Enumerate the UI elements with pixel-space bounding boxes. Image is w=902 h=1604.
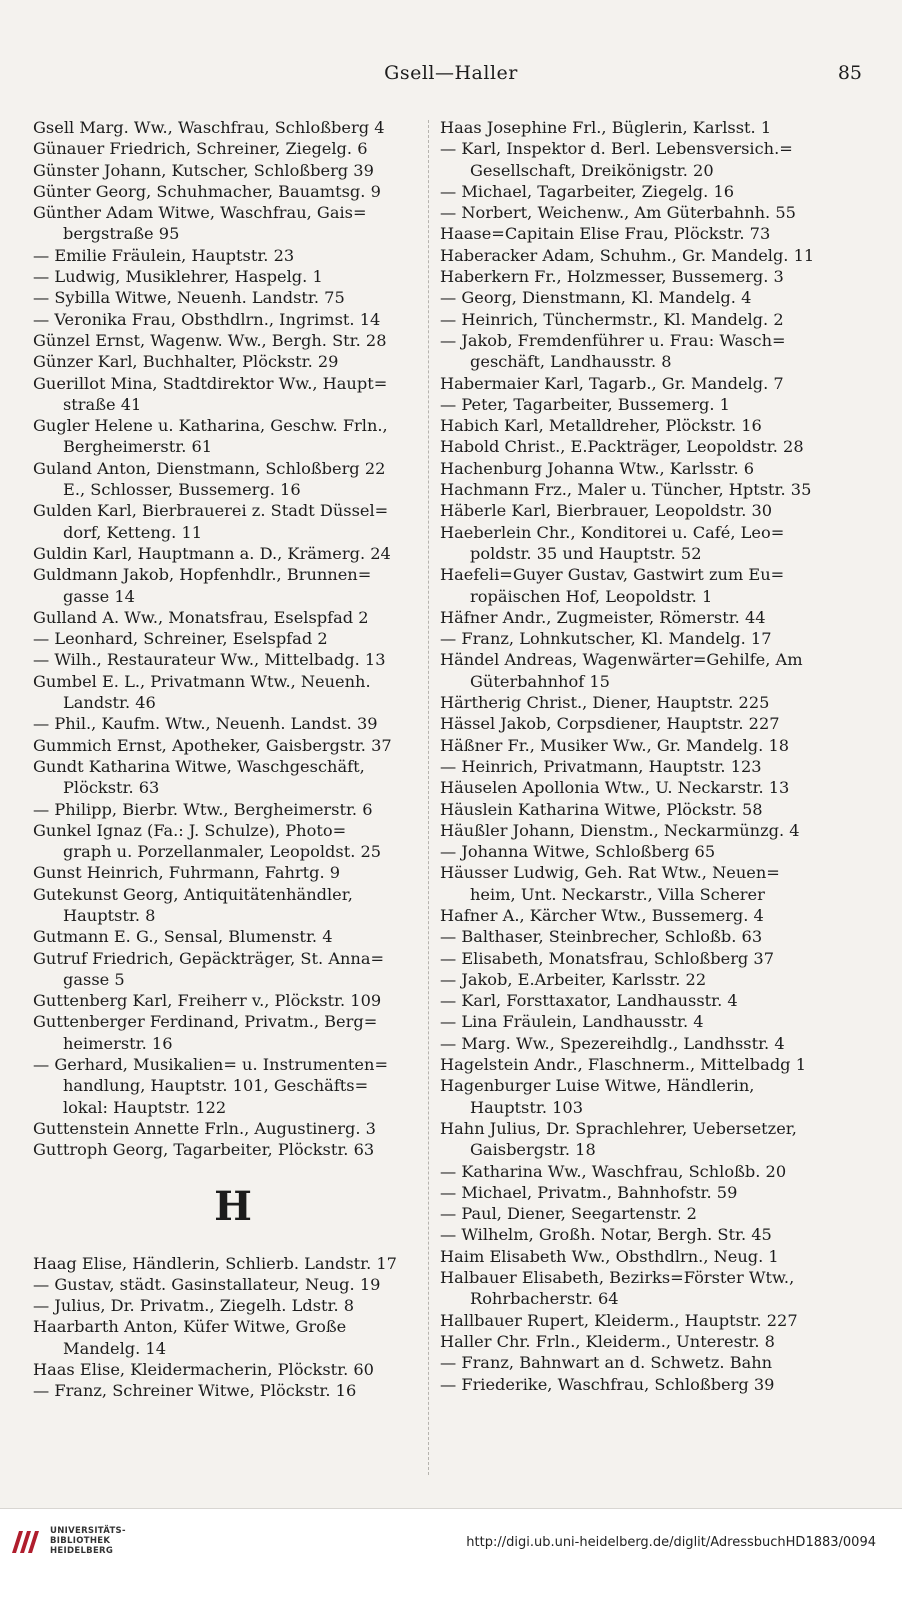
- directory-entry-line: — Norbert, Weichenw., Am Güterbahnh. 55: [440, 203, 796, 223]
- directory-entry-line: Gaisbergstr. 18: [470, 1140, 596, 1160]
- directory-entry-line: — Katharina Ww., Waschfrau, Schloßb. 20: [440, 1161, 787, 1181]
- directory-entry-line: E., Schlosser, Bussemerg. 16: [63, 480, 301, 500]
- directory-entry-line: — Johanna Witwe, Schloßberg 65: [440, 842, 716, 862]
- directory-entry-line: — Franz, Bahnwart an d. Schwetz. Bahn: [440, 1353, 773, 1373]
- directory-entry-line: Hallbauer Rupert, Kleiderm., Hauptstr. 227: [440, 1310, 798, 1330]
- directory-entry-line: Gulden Karl, Bierbrauerei z. Stadt Düssel=: [33, 501, 389, 521]
- page-number: 85: [837, 62, 862, 84]
- directory-entry-line: Günster Johann, Kutscher, Schloßberg 39: [33, 160, 374, 180]
- institution-line-3: HEIDELBERG: [50, 1546, 114, 1556]
- directory-entry-line: Habermaier Karl, Tagarb., Gr. Mandelg. 7: [440, 373, 784, 393]
- directory-entry-line: Gesellschaft, Dreikönigstr. 20: [470, 160, 714, 180]
- directory-entry-line: Gugler Helene u. Katharina, Geschw. Frln.,: [33, 416, 388, 436]
- directory-entry-line: — Franz, Schreiner Witwe, Plöckstr. 16: [33, 1381, 357, 1401]
- ub-heidelberg-logo-icon: [10, 1527, 40, 1557]
- directory-entry-line: Gunkel Ignaz (Fa.: J. Schulze), Photo=: [33, 820, 347, 840]
- directory-entry-line: Halbauer Elisabeth, Bezirks=Förster Wtw.,: [440, 1268, 795, 1288]
- directory-entry-line: Rohrbacherstr. 64: [470, 1289, 619, 1309]
- directory-entry-line: gasse 14: [63, 586, 135, 606]
- right-column: [440, 117, 852, 1395]
- directory-entry-line: Guttenstein Annette Frln., Augustinerg. 3: [33, 1118, 376, 1138]
- directory-entry-line: Habold Christ., E.Packträger, Leopoldstr. 28: [440, 437, 804, 457]
- directory-entry-line: — Emilie Fräulein, Hauptstr. 23: [33, 245, 295, 265]
- directory-entry-line: heim, Unt. Neckarstr., Villa Scherer: [470, 884, 765, 904]
- directory-entry-line: Gundt Katharina Witwe, Waschgeschäft,: [33, 756, 365, 776]
- directory-entry-line: Häberle Karl, Bierbrauer, Leopoldstr. 30: [440, 501, 773, 521]
- directory-entry-line: Guldin Karl, Hauptmann a. D., Krämerg. 24: [33, 543, 391, 563]
- directory-entry-line: Häuselen Apollonia Wtw., U. Neckarstr. 13: [440, 778, 790, 798]
- directory-entry-line: — Sybilla Witwe, Neuenh. Landstr. 75: [33, 288, 345, 308]
- directory-entry-line: — Paul, Diener, Seegartenstr. 2: [440, 1204, 697, 1224]
- directory-entry-line: Gumbel E. L., Privatmann Wtw., Neuenh.: [33, 671, 371, 691]
- directory-entry-line: Günzer Karl, Buchhalter, Plöckstr. 29: [33, 352, 339, 372]
- directory-entry-line: — Veronika Frau, Obsthdlrn., Ingrimst. 14: [33, 309, 381, 329]
- directory-entry-line: Haberkern Fr., Holzmesser, Bussemerg. 3: [440, 267, 784, 287]
- directory-entry-line: — Gustav, städt. Gasinstallateur, Neug. 19: [33, 1274, 381, 1294]
- directory-entry-line: Hagelstein Andr., Flaschnerm., Mittelbadg 1: [440, 1055, 806, 1075]
- directory-entry-line: Guttroph Georg, Tagarbeiter, Plöckstr. 63: [33, 1140, 375, 1160]
- page-header-title: Gsell—Haller: [384, 62, 518, 84]
- directory-entry-line: Hachenburg Johanna Wtw., Karlsstr. 6: [440, 458, 755, 478]
- directory-entry-line: Haas Elise, Kleidermacherin, Plöckstr. 60: [33, 1360, 374, 1380]
- directory-entry-line: Günzel Ernst, Wagenw. Ww., Bergh. Str. 28: [33, 330, 387, 350]
- directory-entry-line: Häuslein Katharina Witwe, Plöckstr. 58: [440, 799, 763, 819]
- directory-entry-line: Hauptstr. 8: [63, 905, 156, 925]
- directory-entry-line: — Ludwig, Musiklehrer, Haspelg. 1: [33, 267, 323, 287]
- directory-entry-line: — Friederike, Waschfrau, Schloßberg 39: [440, 1374, 775, 1394]
- directory-entry-line: Habich Karl, Metalldreher, Plöckstr. 16: [440, 416, 762, 436]
- directory-entry-line: Hafner A., Kärcher Wtw., Bussemerg. 4: [440, 905, 764, 925]
- directory-entry-line: — Balthaser, Steinbrecher, Schloßb. 63: [440, 927, 763, 947]
- directory-entry-line: — Karl, Inspektor d. Berl. Lebensversich.=: [440, 139, 793, 159]
- directory-entry-line: Gutmann E. G., Sensal, Blumenstr. 4: [33, 927, 333, 947]
- directory-entry-line: — Jakob, Fremdenführer u. Frau: Wasch=: [440, 330, 786, 350]
- directory-entry-line: Gutruf Friedrich, Gepäckträger, St. Anna=: [33, 948, 385, 968]
- directory-entry-line: — Karl, Forsttaxator, Landhausstr. 4: [440, 991, 738, 1011]
- directory-entry-line: Günauer Friedrich, Schreiner, Ziegelg. 6: [33, 139, 368, 159]
- directory-entry-line: graph u. Porzellanmaler, Leopoldst. 25: [63, 842, 382, 862]
- directory-entry-line: Guttenberg Karl, Freiherr v., Plöckstr. 109: [33, 991, 382, 1011]
- directory-entry-line: Gummich Ernst, Apotheker, Gaisbergstr. 37: [33, 735, 392, 755]
- directory-entry-line: — Marg. Ww., Spezereihdlg., Landhsstr. 4: [440, 1033, 785, 1053]
- directory-entry-line: Hässel Jakob, Corpsdiener, Hauptstr. 227: [440, 714, 780, 734]
- directory-entry-line: Günther Adam Witwe, Waschfrau, Gais=: [33, 203, 367, 223]
- directory-entry-line: straße 41: [63, 394, 142, 414]
- directory-entry-line: Haller Chr. Frln., Kleiderm., Unterestr. 8: [440, 1331, 775, 1351]
- directory-entry-line: Mandelg. 14: [63, 1338, 167, 1358]
- directory-entry-line: — Phil., Kaufm. Wtw., Neuenh. Landst. 39: [33, 714, 378, 734]
- directory-entry-line: — Heinrich, Privatmann, Hauptstr. 123: [440, 756, 762, 776]
- directory-entry-line: ropäischen Hof, Leopoldstr. 1: [470, 586, 713, 606]
- directory-entry-line: heimerstr. 16: [63, 1033, 173, 1053]
- directory-entry-line: handlung, Hauptstr. 101, Geschäfts=: [63, 1076, 369, 1096]
- institution-line-2: BIBLIOTHEK: [50, 1536, 111, 1546]
- directory-entry-line: Häßner Fr., Musiker Ww., Gr. Mandelg. 18: [440, 735, 790, 755]
- directory-entry-line: Gulland A. Ww., Monatsfrau, Eselspfad 2: [33, 607, 369, 627]
- directory-entry-line: — Heinrich, Tünchermstr., Kl. Mandelg. 2: [440, 309, 784, 329]
- directory-entry-line: Plöckstr. 63: [63, 778, 160, 798]
- left-column: [33, 117, 433, 1402]
- directory-entry-line: Gutekunst Georg, Antiquitätenhändler,: [33, 884, 353, 904]
- directory-entry-line: — Franz, Lohnkutscher, Kl. Mandelg. 17: [440, 629, 772, 649]
- directory-entry-line: — Wilh., Restaurateur Ww., Mittelbadg. 13: [33, 650, 386, 670]
- directory-entry-line: — Leonhard, Schreiner, Eselspfad 2: [33, 629, 328, 649]
- directory-entry-line: Haefeli=Guyer Gustav, Gastwirt zum Eu=: [440, 565, 785, 585]
- directory-entry-line: Haeberlein Chr., Konditorei u. Café, Leo=: [440, 522, 785, 542]
- directory-entry-line: Hagenburger Luise Witwe, Händlerin,: [440, 1076, 755, 1096]
- directory-entry-line: Güterbahnhof 15: [470, 671, 610, 691]
- directory-entry-line: Häusser Ludwig, Geh. Rat Wtw., Neuen=: [440, 863, 780, 883]
- directory-entry-line: lokal: Hauptstr. 122: [63, 1097, 227, 1117]
- directory-entry-line: Gsell Marg. Ww., Waschfrau, Schloßberg 4: [33, 118, 385, 137]
- directory-entry-line: geschäft, Landhausstr. 8: [470, 352, 672, 372]
- directory-entry-line: — Wilhelm, Großh. Notar, Bergh. Str. 45: [440, 1225, 772, 1245]
- directory-entry-line: — Georg, Dienstmann, Kl. Mandelg. 4: [440, 288, 752, 308]
- directory-entry-line: Guldmann Jakob, Hopfenhdlr., Brunnen=: [33, 565, 372, 585]
- directory-entry-line: Gunst Heinrich, Fuhrmann, Fahrtg. 9: [33, 863, 341, 883]
- directory-entry-line: Haas Josephine Frl., Büglerin, Karlsst. 1: [440, 118, 772, 137]
- directory-entry-line: Häfner Andr., Zugmeister, Römerstr. 44: [440, 607, 766, 627]
- directory-entry-line: — Philipp, Bierbr. Wtw., Bergheimerstr. 6: [33, 799, 373, 819]
- directory-entry-line: dorf, Ketteng. 11: [63, 522, 203, 542]
- directory-entry-line: Günter Georg, Schuhmacher, Bauamtsg. 9: [33, 181, 381, 201]
- directory-entry-line: — Jakob, E.Arbeiter, Karlsstr. 22: [440, 969, 707, 989]
- directory-entry-line: Hauptstr. 103: [470, 1097, 584, 1117]
- directory-entry-line: Haarbarth Anton, Küfer Witwe, Große: [33, 1317, 347, 1337]
- directory-entry-line: — Gerhard, Musikalien= u. Instrumenten=: [33, 1055, 389, 1075]
- source-url-link[interactable]: http://digi.ub.uni-heidelberg.de/diglit/AdressbuchHD1883/0094: [466, 1535, 876, 1550]
- footer-bar: [0, 1508, 902, 1604]
- section-letter-heading: H: [214, 1182, 252, 1230]
- directory-entry-line: Bergheimerstr. 61: [63, 437, 213, 457]
- directory-entry-line: bergstraße 95: [63, 224, 180, 244]
- directory-entry-line: Hahn Julius, Dr. Sprachlehrer, Uebersetzer,: [440, 1118, 797, 1138]
- directory-entry-line: Häußler Johann, Dienstm., Neckarmünzg. 4: [440, 820, 800, 840]
- directory-entry-line: Hachmann Frz., Maler u. Tüncher, Hptstr. 35: [440, 480, 812, 500]
- directory-entry-line: — Julius, Dr. Privatm., Ziegelh. Ldstr. 8: [33, 1296, 355, 1316]
- directory-entry-line: Haase=Capitain Elise Frau, Plöckstr. 73: [440, 224, 771, 244]
- directory-entry-line: Haim Elisabeth Ww., Obsthdlrn., Neug. 1: [440, 1246, 779, 1266]
- directory-entry-line: Guttenberger Ferdinand, Privatm., Berg=: [33, 1012, 378, 1032]
- directory-entry-line: — Lina Fräulein, Landhausstr. 4: [440, 1012, 704, 1032]
- directory-entry-line: Guland Anton, Dienstmann, Schloßberg 22: [33, 458, 386, 478]
- column-divider: [428, 120, 429, 1475]
- directory-entry-line: poldstr. 35 und Hauptstr. 52: [470, 543, 702, 563]
- directory-entry-line: Haberacker Adam, Schuhm., Gr. Mandelg. 11: [440, 245, 815, 265]
- directory-entry-line: — Elisabeth, Monatsfrau, Schloßberg 37: [440, 948, 775, 968]
- directory-entry-line: Landstr. 46: [63, 693, 156, 713]
- directory-entry-line: Härtherig Christ., Diener, Hauptstr. 225: [440, 693, 770, 713]
- directory-entry-line: — Michael, Privatm., Bahnhofstr. 59: [440, 1182, 738, 1202]
- directory-entry-line: Haag Elise, Händlerin, Schlierb. Landstr. 17: [33, 1253, 397, 1273]
- institution-line-1: UNIVERSITÄTS-: [50, 1526, 126, 1536]
- directory-entry-line: — Peter, Tagarbeiter, Bussemerg. 1: [440, 394, 730, 414]
- directory-entry-line: — Michael, Tagarbeiter, Ziegelg. 16: [440, 181, 735, 201]
- institution-name: [50, 1526, 126, 1556]
- directory-entry-line: Guerillot Mina, Stadtdirektor Ww., Haupt=: [33, 373, 388, 393]
- directory-entry-line: gasse 5: [63, 969, 125, 989]
- directory-entry-line: Händel Andreas, Wagenwärter=Gehilfe, Am: [440, 650, 803, 670]
